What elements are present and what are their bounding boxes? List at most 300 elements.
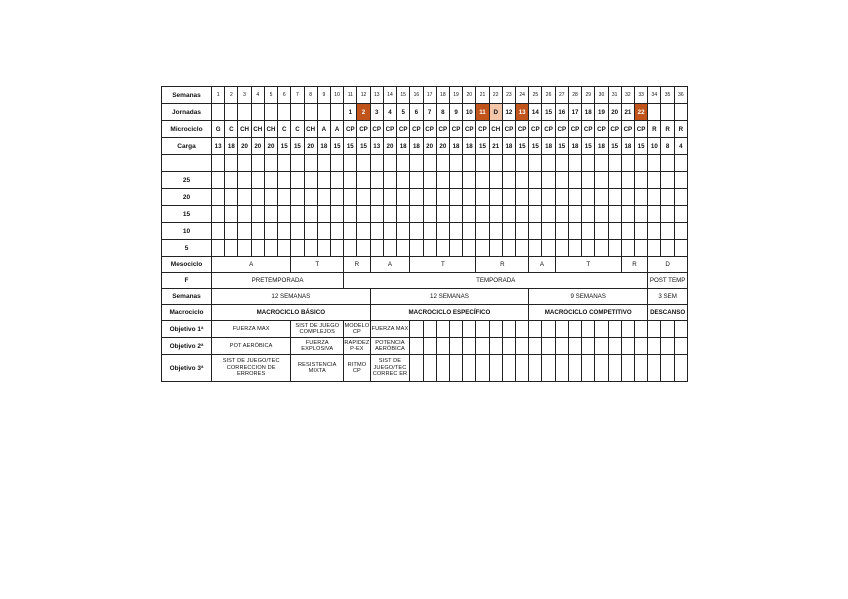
chart-grid-cell	[291, 223, 304, 240]
chart-grid-cell	[317, 189, 330, 206]
chart-grid-cell	[502, 206, 515, 223]
objetivo2-row	[162, 338, 688, 355]
chart-grid-cell	[397, 206, 410, 223]
f-row	[162, 273, 688, 289]
week-cell: 28	[568, 87, 581, 104]
chart-grid-cell	[436, 240, 449, 257]
row-label-objetivo2: Objetivo 2ª	[162, 338, 212, 355]
chart-grid-cell	[608, 223, 621, 240]
chart-grid-cell	[476, 223, 489, 240]
chart-grid-cell	[317, 240, 330, 257]
chart-grid-cell	[449, 240, 462, 257]
blank-cell	[476, 155, 489, 172]
carga-cell: 20	[264, 138, 277, 155]
carga-cell: 18	[317, 138, 330, 155]
chart-grid-cell	[529, 240, 542, 257]
chart-grid-cell	[595, 206, 608, 223]
chart-grid-cell	[648, 206, 661, 223]
chart-grid-cell	[212, 223, 225, 240]
blank-cell	[661, 155, 674, 172]
chart-grid-cell	[357, 189, 370, 206]
chart-grid-cell	[264, 172, 277, 189]
mesociclo-cell: A	[529, 257, 555, 273]
objetivo1-empty-cell	[674, 321, 687, 338]
mesociclo-cell: A	[212, 257, 291, 273]
carga-cell: 18	[542, 138, 555, 155]
chart-grid-cell	[383, 206, 396, 223]
carga-cell: 18	[463, 138, 476, 155]
blank-cell	[225, 155, 238, 172]
row-label-jornadas: Jornadas	[162, 104, 212, 121]
blank-cell	[383, 155, 396, 172]
macrociclo-cell: DESCANSO	[648, 305, 688, 321]
microciclo-cell: C	[225, 121, 238, 138]
chart-grid-cell	[344, 240, 357, 257]
chart-grid-cell	[674, 206, 687, 223]
microciclo-cell: CH	[251, 121, 264, 138]
chart-grid-cell	[674, 189, 687, 206]
chart-grid-cell	[529, 189, 542, 206]
week-cell: 14	[383, 87, 396, 104]
chart-grid-cell	[648, 189, 661, 206]
chart-grid-cell	[330, 206, 343, 223]
scale-label-5: 5	[162, 240, 212, 257]
chart-grid-cell	[264, 240, 277, 257]
chart-grid-cell	[317, 223, 330, 240]
chart-grid-cell	[582, 172, 595, 189]
macrociclo-row	[162, 305, 688, 321]
semanas-summary-cell: 12 SEMANAS	[370, 289, 529, 305]
blank-cell	[251, 155, 264, 172]
week-cell: 18	[436, 87, 449, 104]
chart-grid-cell	[383, 172, 396, 189]
chart-grid-cell	[582, 223, 595, 240]
chart-grid-cell	[476, 240, 489, 257]
chart-grid-cell	[330, 223, 343, 240]
blank-cell	[568, 155, 581, 172]
chart-grid-cell	[291, 172, 304, 189]
objetivo1-cell: FUERZA MAX	[370, 321, 410, 338]
objetivo1-empty-cell	[635, 321, 648, 338]
chart-grid-cell	[238, 206, 251, 223]
chart-grid-cell	[397, 240, 410, 257]
chart-grid-cell	[278, 240, 291, 257]
carga-cell: 10	[648, 138, 661, 155]
blank-cell	[648, 155, 661, 172]
objetivo2-cell: POT AERÓBICA	[212, 338, 291, 355]
chart-grid-cell	[608, 189, 621, 206]
objetivo1-empty-cell	[502, 321, 515, 338]
chart-grid-cell	[449, 189, 462, 206]
chart-grid-cell	[568, 172, 581, 189]
carga-cell: 20	[304, 138, 317, 155]
chart-grid-cell	[410, 172, 423, 189]
jornada-cell	[251, 104, 264, 121]
microciclo-cell: CP	[476, 121, 489, 138]
objetivo2-empty-cell	[449, 338, 462, 355]
objetivo3-empty-cell	[423, 355, 436, 382]
chart-grid-cell	[370, 223, 383, 240]
week-cell: 25	[529, 87, 542, 104]
chart-grid-cell	[502, 189, 515, 206]
macrociclo-cell: MACROCICLO COMPETITIVO	[529, 305, 648, 321]
carga-cell: 15	[529, 138, 542, 155]
carga-cell: 20	[436, 138, 449, 155]
week-cell: 24	[516, 87, 529, 104]
jornada-cell	[225, 104, 238, 121]
scale-row-15	[162, 206, 688, 223]
carga-cell: 15	[582, 138, 595, 155]
chart-grid-cell	[661, 172, 674, 189]
chart-grid-cell	[635, 172, 648, 189]
objetivo3-empty-cell	[489, 355, 502, 382]
chart-grid-cell	[357, 223, 370, 240]
blank-cell	[212, 155, 225, 172]
semanas-summary-cell: 3 SEM	[648, 289, 688, 305]
jornada-cell: 4	[383, 104, 396, 121]
carga-cell: 18	[449, 138, 462, 155]
jornada-cell	[278, 104, 291, 121]
objetivo2-empty-cell	[595, 338, 608, 355]
week-cell: 33	[635, 87, 648, 104]
jornada-cell: 14	[529, 104, 542, 121]
jornada-cell	[264, 104, 277, 121]
chart-grid-cell	[304, 172, 317, 189]
blank-cell	[370, 155, 383, 172]
chart-grid-cell	[264, 206, 277, 223]
chart-grid-cell	[463, 223, 476, 240]
blank-cell	[489, 155, 502, 172]
blank-cell	[555, 155, 568, 172]
blank-cell	[330, 155, 343, 172]
objetivo2-empty-cell	[489, 338, 502, 355]
microciclo-cell: CP	[463, 121, 476, 138]
objetivo2-empty-cell	[608, 338, 621, 355]
macrociclo-cell: MACROCICLO ESPECÍFICO	[370, 305, 529, 321]
objetivo1-empty-cell	[463, 321, 476, 338]
week-cell: 6	[278, 87, 291, 104]
objetivo3-empty-cell	[463, 355, 476, 382]
blank-cell	[449, 155, 462, 172]
chart-grid-cell	[635, 189, 648, 206]
jornada-cell	[674, 104, 687, 121]
chart-grid-cell	[423, 206, 436, 223]
mesociclo-cell: T	[555, 257, 621, 273]
objetivo1-empty-cell	[423, 321, 436, 338]
carga-cell: 13	[370, 138, 383, 155]
week-cell: 22	[489, 87, 502, 104]
row-label-objetivo1: Objetivo 1ª	[162, 321, 212, 338]
blank-cell	[463, 155, 476, 172]
mesociclo-cell: T	[291, 257, 344, 273]
jornada-cell: 16	[555, 104, 568, 121]
chart-grid-cell	[264, 189, 277, 206]
chart-grid-cell	[674, 240, 687, 257]
scale-label-10: 10	[162, 223, 212, 240]
microciclo-cell: CP	[436, 121, 449, 138]
carga-cell: 18	[225, 138, 238, 155]
chart-grid-cell	[555, 172, 568, 189]
microciclo-cell: CP	[502, 121, 515, 138]
chart-grid-cell	[370, 206, 383, 223]
objetivo3-empty-cell	[674, 355, 687, 382]
week-cell: 12	[357, 87, 370, 104]
microciclo-row	[162, 121, 688, 138]
chart-grid-cell	[621, 223, 634, 240]
row-label-microciclo: Microciclo	[162, 121, 212, 138]
objetivo3-empty-cell	[516, 355, 529, 382]
microciclo-cell: CP	[370, 121, 383, 138]
objetivo2-empty-cell	[661, 338, 674, 355]
periodization-table	[161, 86, 688, 382]
scale-label-15: 15	[162, 206, 212, 223]
chart-grid-cell	[542, 206, 555, 223]
scale-row-5	[162, 240, 688, 257]
carga-cell: 18	[621, 138, 634, 155]
blank-cell	[291, 155, 304, 172]
microciclo-cell: G	[212, 121, 225, 138]
blank-cell	[674, 155, 687, 172]
chart-grid-cell	[436, 172, 449, 189]
microciclo-cell: CP	[357, 121, 370, 138]
carga-cell: 20	[251, 138, 264, 155]
chart-grid-cell	[555, 189, 568, 206]
chart-grid-cell	[212, 189, 225, 206]
blank-cell	[304, 155, 317, 172]
week-cell: 34	[648, 87, 661, 104]
week-cell: 2	[225, 87, 238, 104]
blank-cell	[529, 155, 542, 172]
objetivo3-cell: RESISTENCIA MIXTA	[291, 355, 344, 382]
jornada-cell: 22	[635, 104, 648, 121]
week-cell: 1	[212, 87, 225, 104]
chart-grid-cell	[383, 223, 396, 240]
carga-cell: 18	[568, 138, 581, 155]
microciclo-cell: CP	[555, 121, 568, 138]
chart-grid-cell	[317, 206, 330, 223]
mesociclo-cell: D	[648, 257, 688, 273]
chart-grid-cell	[330, 240, 343, 257]
chart-grid-cell	[529, 223, 542, 240]
chart-grid-cell	[383, 240, 396, 257]
chart-grid-cell	[608, 240, 621, 257]
microciclo-cell: CP	[344, 121, 357, 138]
week-cell: 10	[330, 87, 343, 104]
chart-grid-cell	[370, 189, 383, 206]
carga-cell: 15	[516, 138, 529, 155]
blank-cell	[542, 155, 555, 172]
macrociclo-cell: MACROCICLO BÁSICO	[212, 305, 371, 321]
chart-grid-cell	[423, 172, 436, 189]
chart-grid-cell	[635, 206, 648, 223]
chart-grid-cell	[608, 206, 621, 223]
objetivo1-empty-cell	[661, 321, 674, 338]
row-label-f: F	[162, 273, 212, 289]
blank-cell	[436, 155, 449, 172]
microciclo-cell: CP	[529, 121, 542, 138]
row-label-mesociclo: Mesociclo	[162, 257, 212, 273]
jornada-cell	[238, 104, 251, 121]
microciclo-cell: A	[317, 121, 330, 138]
jornada-cell	[648, 104, 661, 121]
microciclo-cell: CH	[264, 121, 277, 138]
blank-cell	[608, 155, 621, 172]
chart-grid-cell	[397, 223, 410, 240]
blank-cell	[595, 155, 608, 172]
jornada-cell: 9	[449, 104, 462, 121]
semanas-summary-cell: 12 SEMANAS	[212, 289, 371, 305]
carga-cell: 13	[212, 138, 225, 155]
week-cell: 19	[449, 87, 462, 104]
carga-cell: 15	[330, 138, 343, 155]
chart-grid-cell	[555, 240, 568, 257]
chart-grid-cell	[225, 240, 238, 257]
jornada-cell: 1	[344, 104, 357, 121]
chart-grid-cell	[410, 223, 423, 240]
chart-grid-cell	[251, 189, 264, 206]
chart-grid-cell	[251, 172, 264, 189]
chart-grid-cell	[661, 189, 674, 206]
chart-grid-cell	[344, 172, 357, 189]
chart-grid-cell	[489, 172, 502, 189]
jornada-cell: 8	[436, 104, 449, 121]
scale-row-20	[162, 189, 688, 206]
chart-grid-cell	[674, 172, 687, 189]
blank-cell	[264, 155, 277, 172]
objetivo2-empty-cell	[674, 338, 687, 355]
week-cell: 8	[304, 87, 317, 104]
carga-cell: 18	[410, 138, 423, 155]
jornada-cell: 10	[463, 104, 476, 121]
chart-grid-cell	[502, 240, 515, 257]
objetivo3-empty-cell	[568, 355, 581, 382]
phase-cell: TEMPORADA	[344, 273, 648, 289]
scale-label-25: 25	[162, 172, 212, 189]
mesociclo-cell: R	[476, 257, 529, 273]
chart-grid-cell	[449, 172, 462, 189]
row-label-macrociclo: Macrociclo	[162, 305, 212, 321]
jornada-cell	[212, 104, 225, 121]
chart-grid-cell	[278, 206, 291, 223]
row-label-semanas-summary: Semanas	[162, 289, 212, 305]
microciclo-cell: CP	[608, 121, 621, 138]
chart-grid-cell	[529, 172, 542, 189]
jornada-cell: D	[489, 104, 502, 121]
objetivo3-empty-cell	[436, 355, 449, 382]
jornada-cell: 17	[568, 104, 581, 121]
objetivo2-empty-cell	[516, 338, 529, 355]
carga-cell: 18	[502, 138, 515, 155]
scale-row-10	[162, 223, 688, 240]
objetivo1-empty-cell	[476, 321, 489, 338]
objetivo2-empty-cell	[568, 338, 581, 355]
objetivo2-empty-cell	[502, 338, 515, 355]
microciclo-cell: CP	[595, 121, 608, 138]
chart-grid-cell	[621, 206, 634, 223]
microciclo-cell: CP	[568, 121, 581, 138]
chart-grid-cell	[516, 206, 529, 223]
chart-grid-cell	[502, 223, 515, 240]
mesociclo-cell: R	[621, 257, 647, 273]
chart-grid-cell	[582, 189, 595, 206]
objetivo2-cell: FUERZA EXPLOSIVA	[291, 338, 344, 355]
objetivo1-empty-cell	[436, 321, 449, 338]
microciclo-cell: CP	[542, 121, 555, 138]
week-cell: 4	[251, 87, 264, 104]
chart-grid-cell	[476, 189, 489, 206]
microciclo-cell: A	[330, 121, 343, 138]
objetivo2-cell: POTENCIA AERÓBICA	[370, 338, 410, 355]
objetivo3-empty-cell	[582, 355, 595, 382]
scale-row-25	[162, 172, 688, 189]
row-label-semanas: Semanas	[162, 87, 212, 104]
semanas-summary-row	[162, 289, 688, 305]
chart-grid-cell	[344, 223, 357, 240]
blank-row	[162, 155, 688, 172]
objetivo1-empty-cell	[555, 321, 568, 338]
chart-grid-cell	[489, 223, 502, 240]
objetivo1-empty-cell	[410, 321, 423, 338]
objetivo1-empty-cell	[648, 321, 661, 338]
objetivo3-empty-cell	[555, 355, 568, 382]
objetivo3-empty-cell	[595, 355, 608, 382]
carga-cell: 20	[423, 138, 436, 155]
jornada-cell: 19	[595, 104, 608, 121]
objetivo2-empty-cell	[463, 338, 476, 355]
microciclo-cell: R	[648, 121, 661, 138]
objetivo2-empty-cell	[635, 338, 648, 355]
carga-cell: 18	[595, 138, 608, 155]
chart-grid-cell	[635, 223, 648, 240]
chart-grid-cell	[582, 240, 595, 257]
microciclo-cell: CP	[423, 121, 436, 138]
week-cell: 23	[502, 87, 515, 104]
objetivo1-cell: SIST DE JUEGO COMPLEJOS	[291, 321, 344, 338]
objetivo3-cell: SIST DE JUEGO/TEC CORREC ER	[370, 355, 410, 382]
microciclo-cell: R	[674, 121, 687, 138]
phase-cell: POST TEMP	[648, 273, 688, 289]
chart-grid-cell	[661, 206, 674, 223]
semanas-row	[162, 87, 688, 104]
carga-cell: 15	[291, 138, 304, 155]
semanas-summary-cell: 9 SEMANAS	[529, 289, 648, 305]
chart-grid-cell	[621, 189, 634, 206]
objetivo2-empty-cell	[582, 338, 595, 355]
chart-grid-cell	[595, 223, 608, 240]
objetivo1-cell: MODELO CP	[344, 321, 370, 338]
chart-grid-cell	[397, 172, 410, 189]
chart-grid-cell	[542, 172, 555, 189]
objetivo1-empty-cell	[621, 321, 634, 338]
chart-grid-cell	[489, 206, 502, 223]
chart-grid-cell	[291, 206, 304, 223]
objetivo2-empty-cell	[542, 338, 555, 355]
jornada-cell: 13	[516, 104, 529, 121]
microciclo-cell: CP	[410, 121, 423, 138]
chart-grid-cell	[502, 172, 515, 189]
jornada-cell: 3	[370, 104, 383, 121]
chart-grid-cell	[489, 240, 502, 257]
jornada-cell	[304, 104, 317, 121]
chart-grid-cell	[423, 223, 436, 240]
carga-cell: 20	[238, 138, 251, 155]
objetivo2-empty-cell	[423, 338, 436, 355]
objetivo3-empty-cell	[542, 355, 555, 382]
week-cell: 35	[661, 87, 674, 104]
chart-grid-cell	[542, 240, 555, 257]
chart-grid-cell	[516, 189, 529, 206]
objetivo1-empty-cell	[595, 321, 608, 338]
